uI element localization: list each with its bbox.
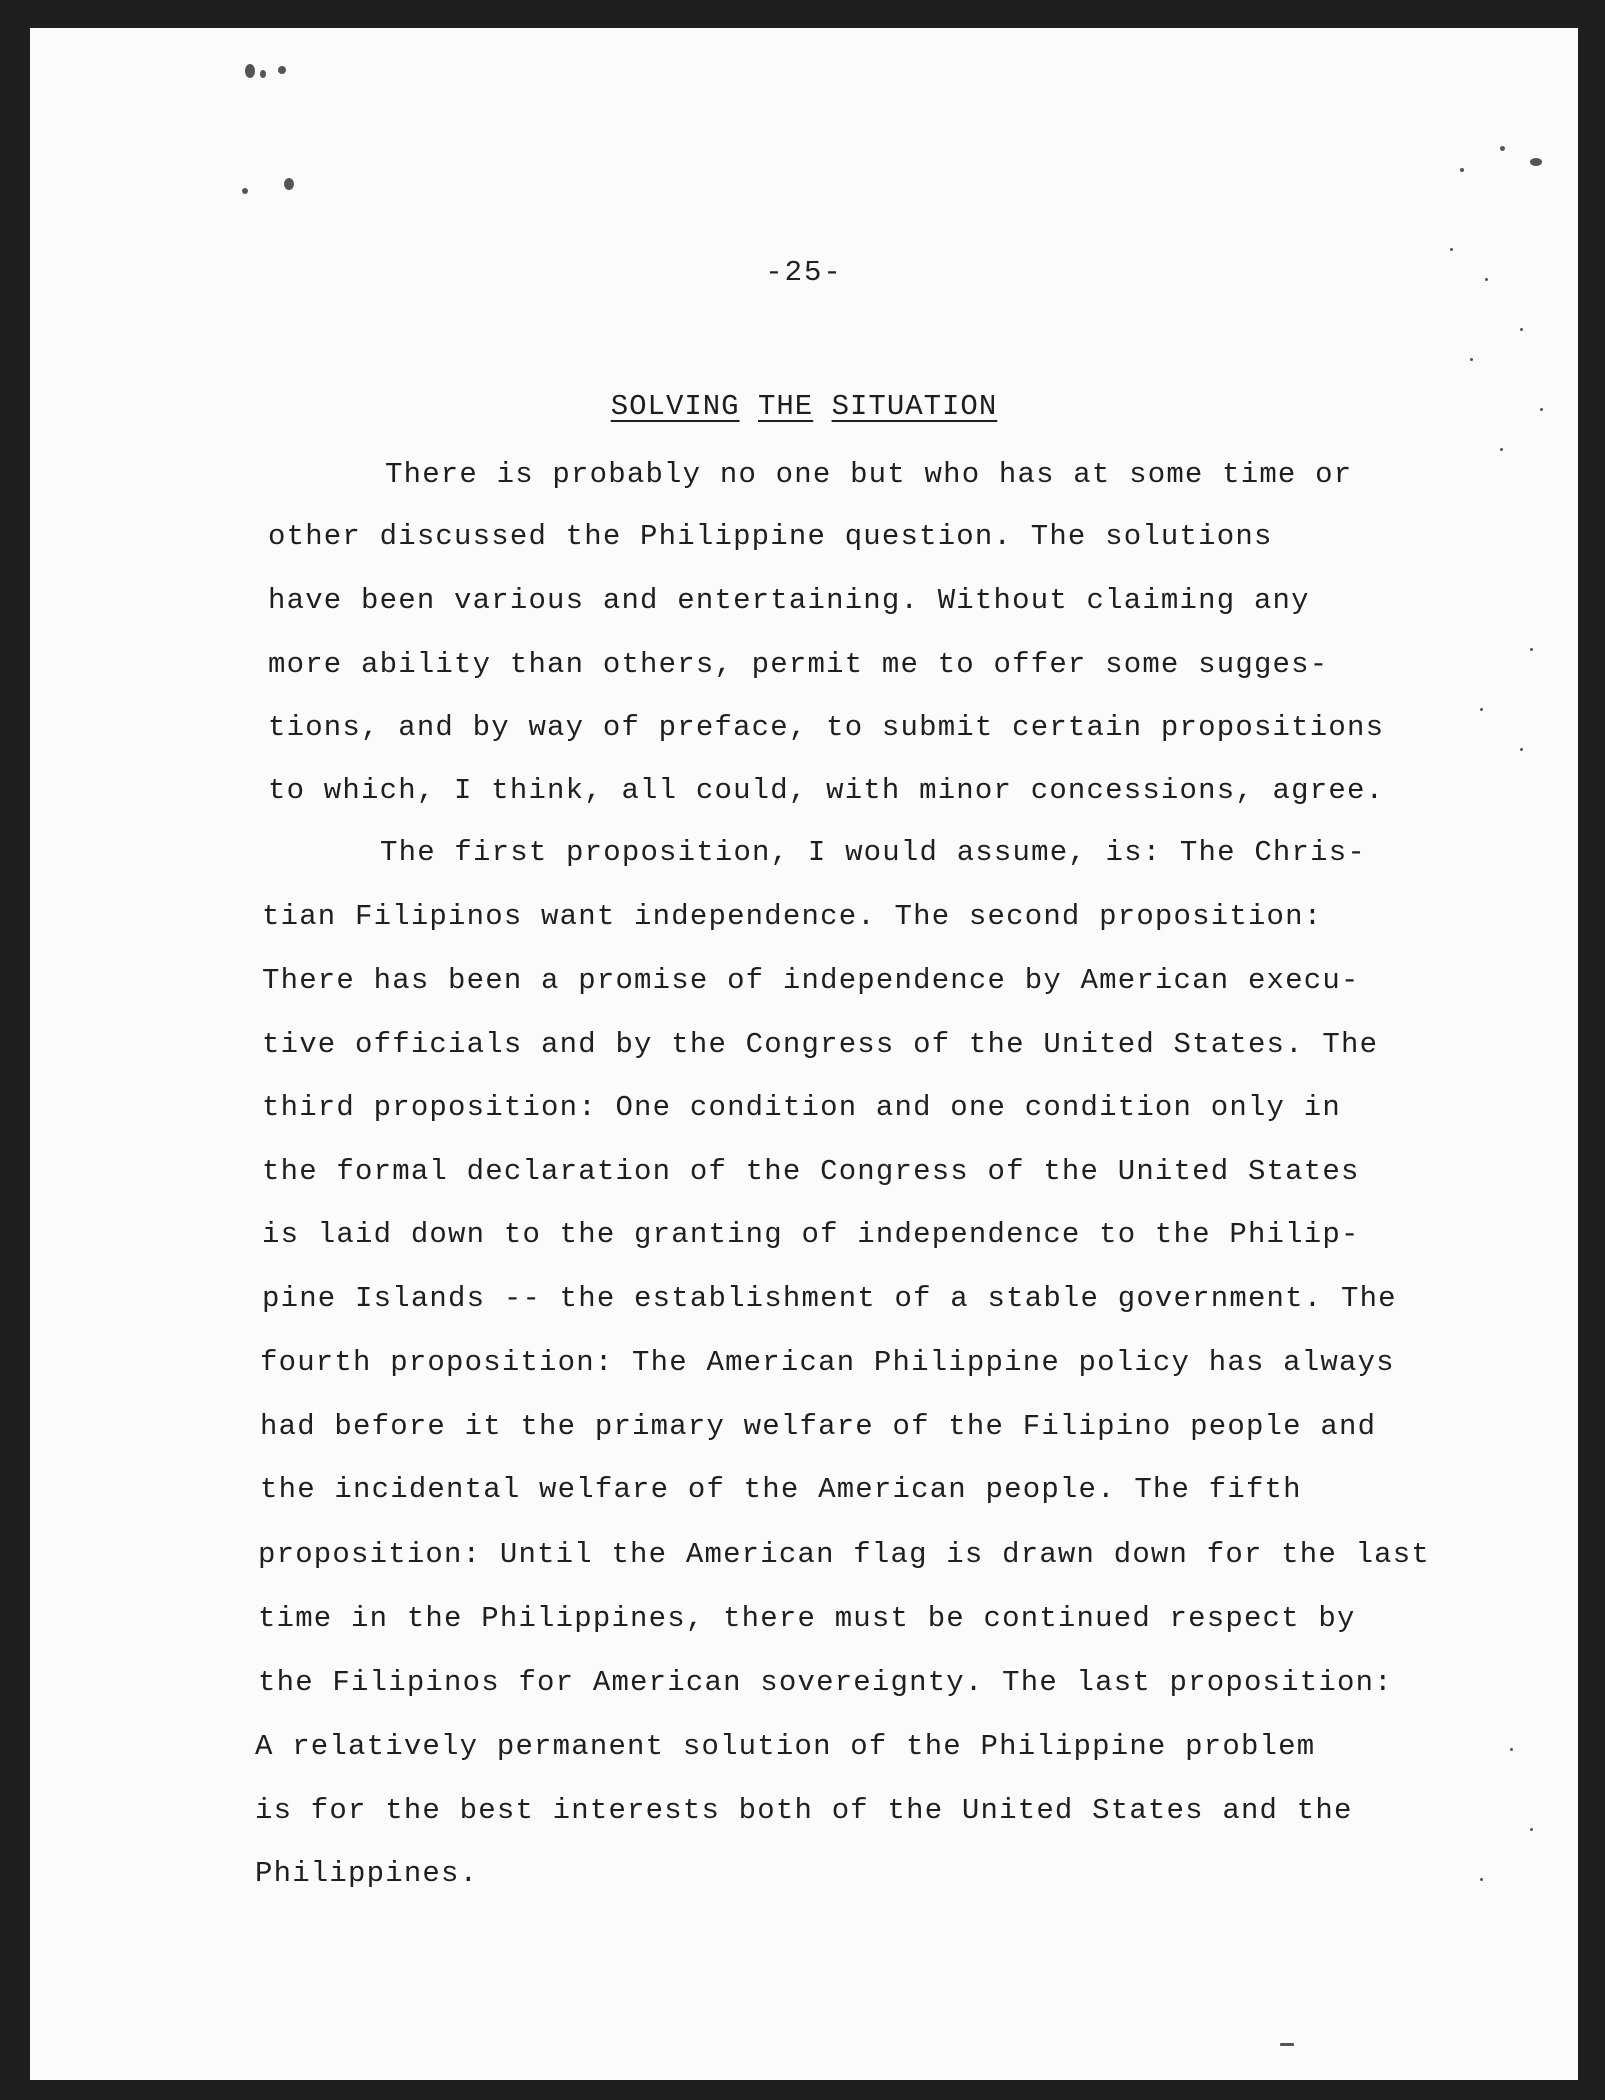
text-line: pine Islands -- the establishment of a stable government. The [262, 1282, 1397, 1315]
text-line: is for the best interests both of the United States and the [255, 1794, 1353, 1827]
scan-speck [1530, 1828, 1533, 1831]
scan-speck [1530, 648, 1533, 651]
scan-speck [260, 70, 266, 78]
scan-speck [1480, 1878, 1483, 1881]
scan-speck [1530, 158, 1542, 166]
text-line: A relatively permanent solution of the Philippine problem [255, 1730, 1316, 1763]
document-page [30, 28, 1578, 2080]
page-number: -25- [765, 256, 843, 289]
scan-speck [284, 178, 294, 190]
scan-speck [1500, 146, 1505, 151]
scan-speck [1500, 448, 1503, 451]
scan-speck [1470, 358, 1473, 361]
scan-speck [1280, 2043, 1294, 2046]
text-line: tive officials and by the Congress of the United States. The [262, 1028, 1379, 1061]
text-line: the incidental welfare of the American people. The fifth [260, 1473, 1302, 1506]
text-line: other discussed the Philippine question. The solutions [268, 520, 1273, 553]
text-line: third proposition: One condition and one condition only in [262, 1091, 1341, 1124]
text-line: had before it the primary welfare of the Filipino people and [260, 1410, 1377, 1443]
scan-speck [1480, 708, 1483, 711]
scan-speck [1520, 328, 1523, 331]
text-line: more ability than others, permit me to offer some sugges- [268, 648, 1329, 681]
text-line: time in the Philippines, there must be continued respect by [258, 1602, 1356, 1635]
scan-speck [1460, 168, 1464, 172]
scan-speck [242, 188, 248, 194]
scan-speck [1510, 1748, 1513, 1751]
text-line: proposition: Until the American flag is drawn down for the last [258, 1538, 1430, 1571]
text-line: tions, and by way of preface, to submit certain propositions [268, 711, 1385, 744]
text-line: tian Filipinos want independence. The second proposition: [262, 900, 1323, 933]
heading-word: SITUATION [831, 390, 998, 423]
section-heading [30, 390, 1578, 423]
text-line: the formal declaration of the Congress of the United States [262, 1155, 1360, 1188]
scan-speck [1520, 748, 1523, 751]
text-line: There is probably no one but who has at some time or [385, 458, 1353, 491]
heading-word: SOLVING [610, 390, 740, 423]
scan-speck [278, 66, 286, 74]
heading-word: THE [757, 390, 814, 423]
scan-speck [245, 64, 255, 78]
text-line: The first proposition, I would assume, is: The Chris- [380, 836, 1366, 869]
text-line: the Filipinos for American sovereignty. The last proposition: [258, 1666, 1393, 1699]
text-line: to which, I think, all could, with minor concessions, agree. [268, 774, 1385, 807]
scan-speck [1450, 248, 1453, 251]
text-line: is laid down to the granting of independence to the Philip- [262, 1218, 1360, 1251]
text-line: There has been a promise of independence by American execu- [262, 964, 1360, 997]
text-line: have been various and entertaining. Without claiming any [268, 584, 1310, 617]
text-line: fourth proposition: The American Philippine policy has always [260, 1346, 1395, 1379]
text-line: Philippines. [255, 1857, 479, 1890]
